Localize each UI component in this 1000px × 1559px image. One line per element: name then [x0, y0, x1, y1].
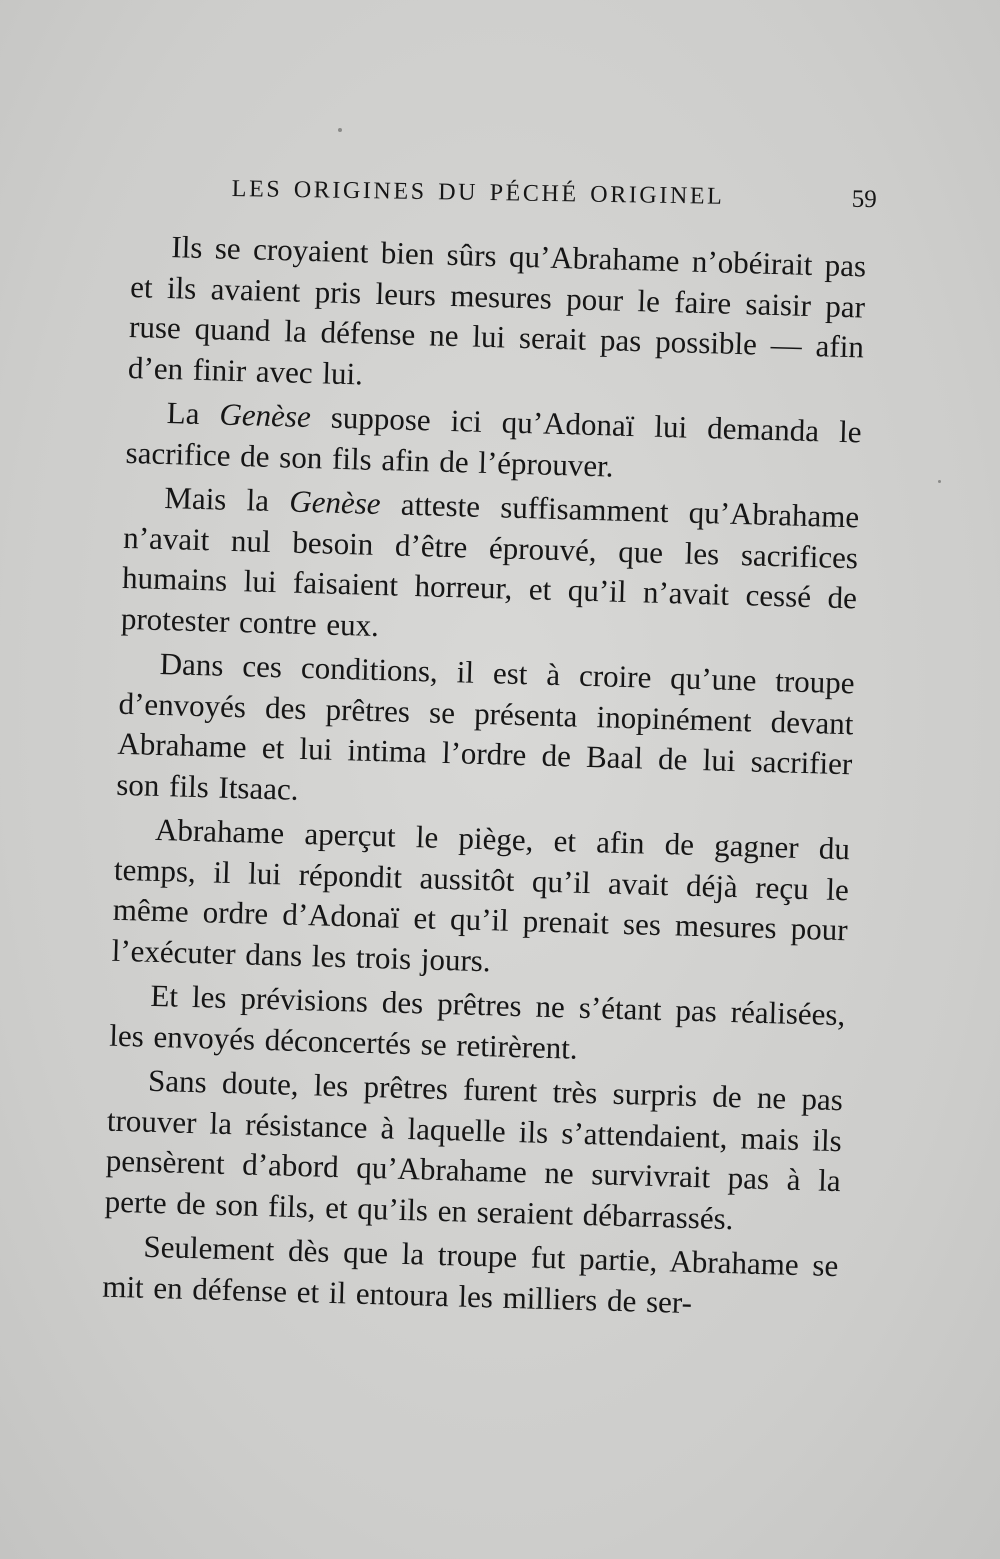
text-run: Sans doute, les prêtres furent très surpris de ne pas trouver la résistance à laquelle ils s’attendaient, mais ils pensèrent d’abord qu’Abrahame ne survivrait pas à la perte de son fils, et qu’ils en seraient débarrassés. [104, 1062, 844, 1236]
running-head [231, 176, 877, 226]
paragraph [116, 643, 855, 825]
text-run: suppose ici qu’Adonaï lui demanda le sacrifice de son fils afin de l’éprouver. [125, 399, 863, 484]
paper-speck [338, 128, 342, 132]
paragraph [102, 1226, 839, 1327]
paragraph [104, 1060, 843, 1242]
italic-title: Genèse [288, 483, 382, 522]
text-run: Et les prévisions des prêtres ne s’étant pas réalisées, les envoyés déconcertés se retirèrent. [108, 977, 846, 1066]
text-run: La [166, 395, 221, 432]
page-number: 59 [851, 185, 877, 214]
paragraph [111, 809, 850, 991]
text-run: Abrahame aperçut le piège, et afin de gagner du temps, il lui répondit aussitôt qu’il avait déjà reçu le même ordre d’Adonaï et qu’il prenait ses mesures pour l’exécuter dans les trois jours. [111, 811, 851, 978]
paragraph [120, 477, 859, 659]
body-text [102, 226, 867, 1327]
italic-title: Genèse [219, 396, 312, 435]
paragraph [109, 975, 846, 1076]
paper-speck [938, 480, 941, 483]
text-run: Seulement dès que la troupe fut partie, Abrahame se mit en défense et il entoura les milliers de ser- [101, 1228, 839, 1320]
paragraph [127, 226, 866, 408]
text-run: Ils se croyaient bien sûrs qu’Abrahame n’obéirait pas et ils avaient pris leurs mesures pour le faire saisir par ruse quand la défense ne lui serait pas possible — afin d’en finir avec lui. [127, 229, 867, 391]
running-title: LES ORIGINES DU PÉCHÉ ORIGINEL [231, 176, 725, 210]
text-run: Dans ces conditions, il est à croire qu’une troupe d’envoyés des prêtres se présenta inopinément devant Abrahame et lui intima l’ordre de Baal de lui sacrifier son fils Itsaac. [115, 645, 856, 807]
text-run: Mais la [163, 480, 290, 519]
paragraph [125, 392, 862, 493]
text-run: atteste suffisamment qu’Abrahame n’avait nul besoin d’être éprouvé, que les sacrifices humains lui faisaient horreur, et qu’il n’avait cessé de protester contre eux. [120, 486, 860, 643]
